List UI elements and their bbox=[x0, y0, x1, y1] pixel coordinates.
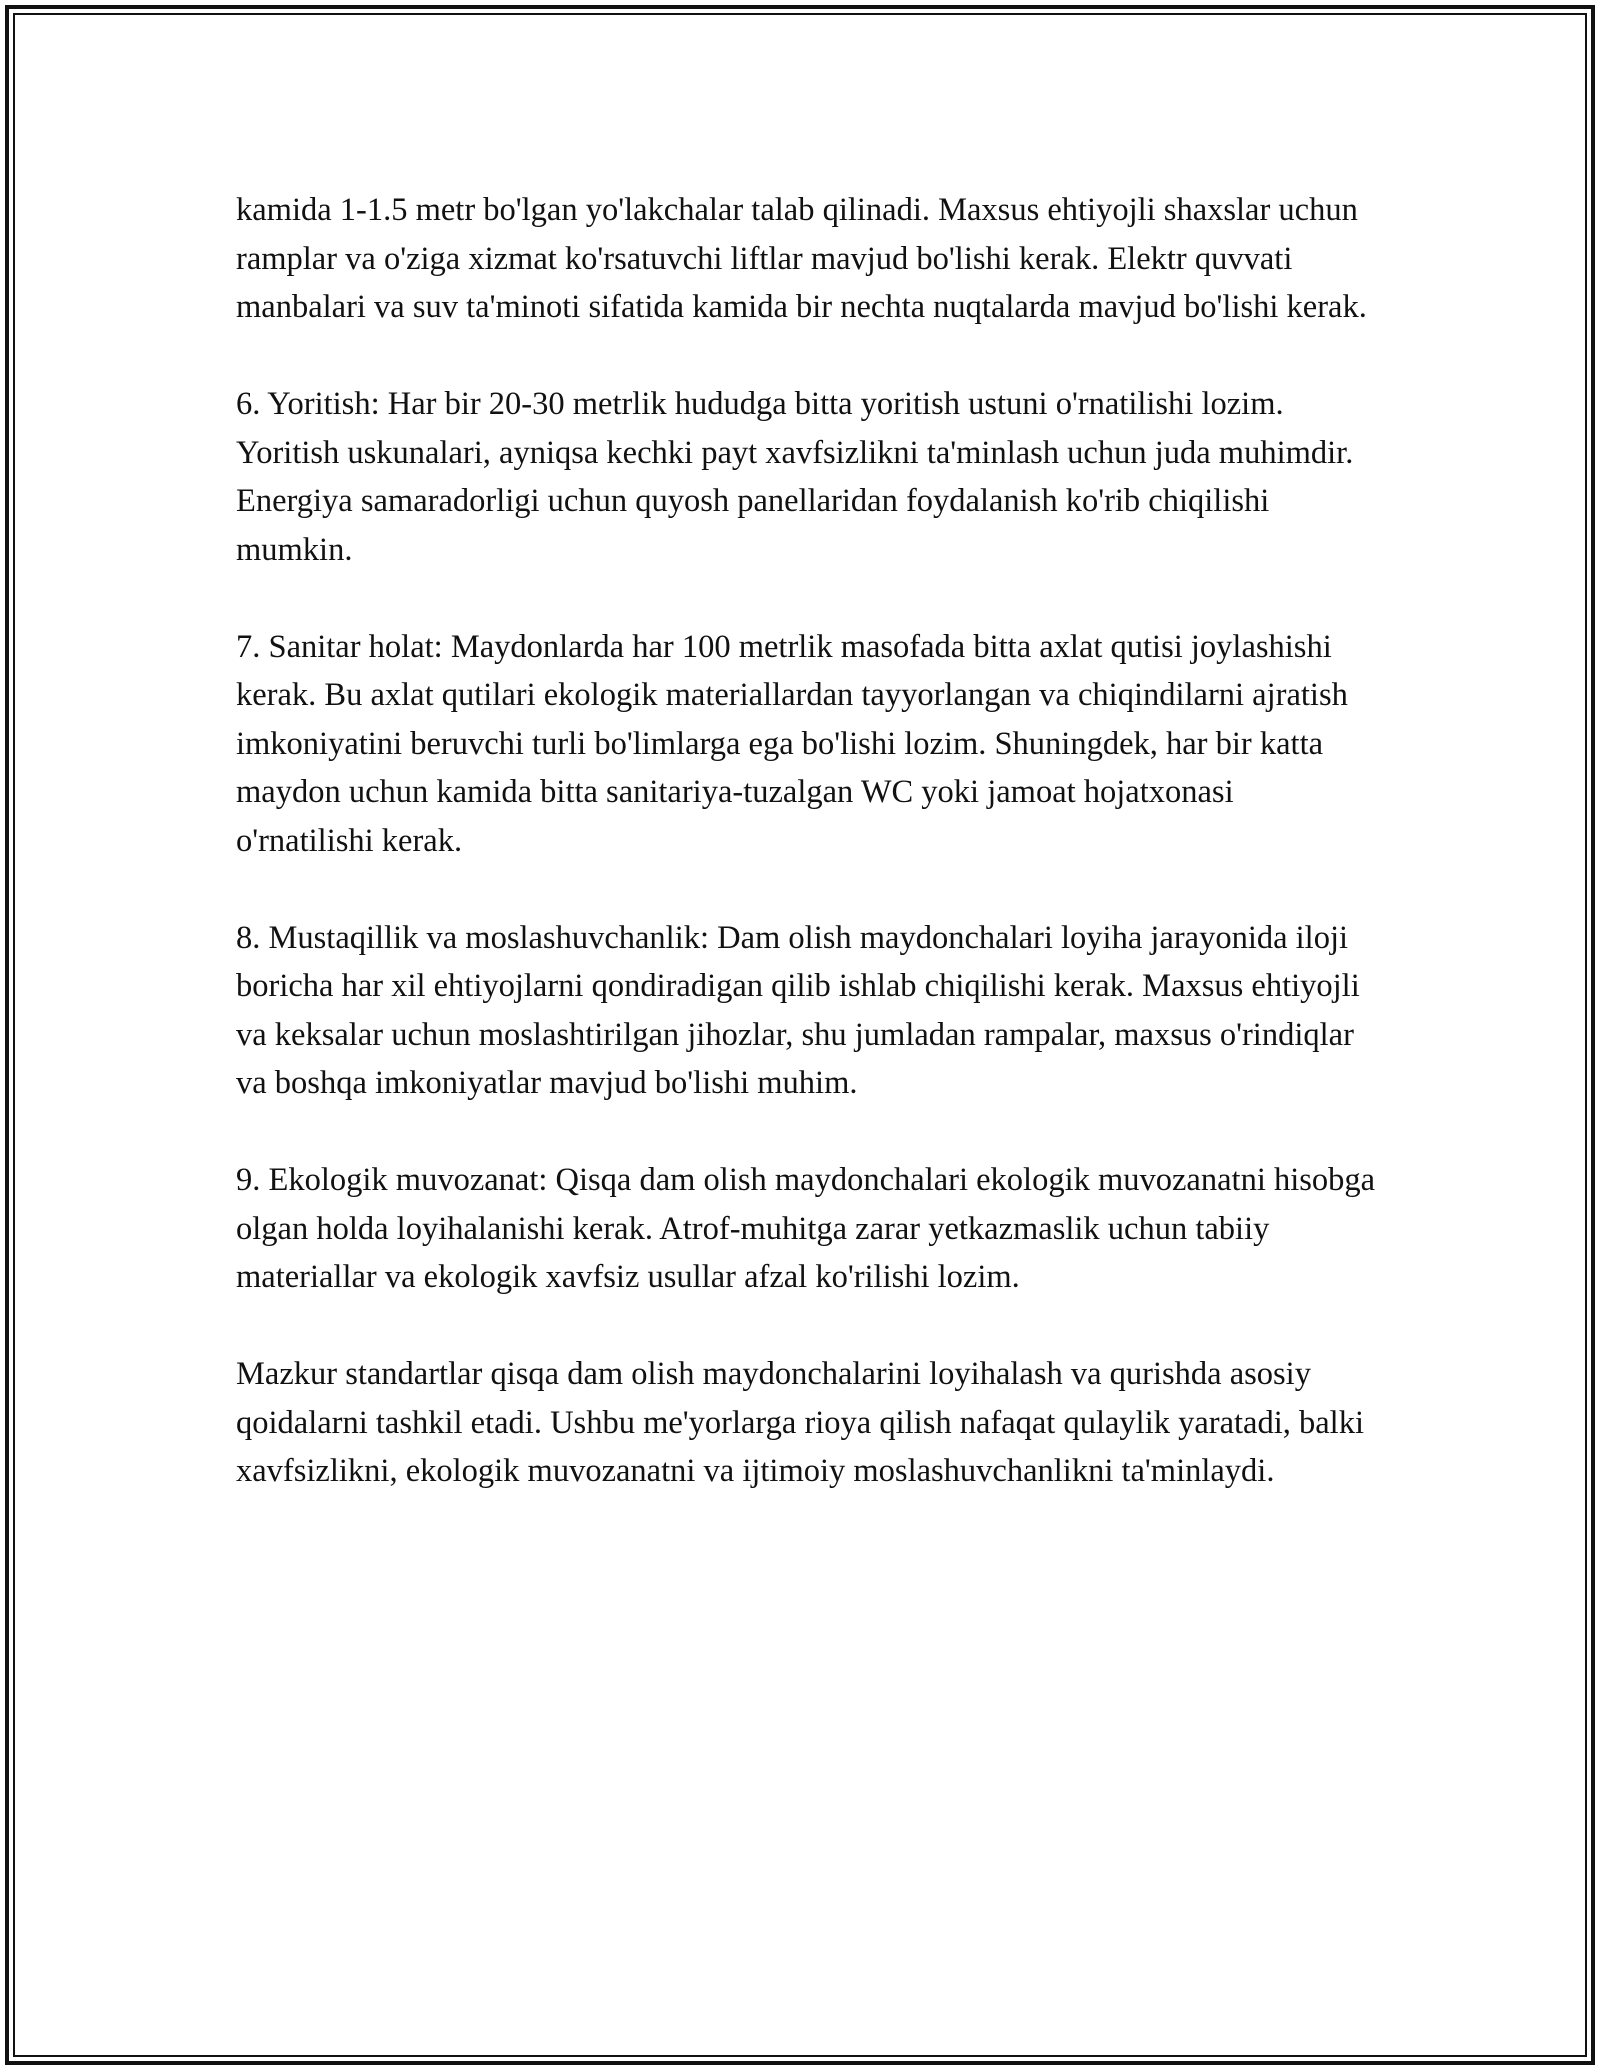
document-body bbox=[236, 186, 1376, 1496]
paragraph-accessibility: 8. Mustaqillik va moslashuvchanlik: Dam olish maydonchalari loyiha jarayonida iloji boricha har xil ehtiyojlarni qondiradigan qilib ishlab chiqilishi kerak. Maxsus ehtiyojli va keksalar uchun moslashtirilgan jihozlar, shu jumladan rampalar, maxsus o'rindiqlar va boshqa imkoniyatlar mavjud bo'lishi muhim. bbox=[236, 919, 1360, 1101]
paragraph-sanitation: 7. Sanitar holat: Maydonlarda har 100 metrlik masofada bitta axlat qutisi joylashishi kerak. Bu axlat qutilari ekologik materiallardan tayyorlangan va chiqindilarni ajratish imkoniyatini beruvchi turli bo'limlarga ega bo'lishi lozim. Shuningdek, har bir katta maydon uchun kamida bitta sanitariya-tuzalgan WC yoki jamoat hojatxonasi o'rnatilishi kerak. bbox=[236, 628, 1348, 859]
paragraph-conclusion: Mazkur standartlar qisqa dam olish maydonchalarini loyihalash va qurishda asosiy qoidalarni tashkil etadi. Ushbu me'yorlarga rioya qilish nafaqat qulaylik yaratadi, balki xavfsizlikni, ekologik muvozanatni va ijtimoiy moslashuvchanlikni ta'minlaydi. bbox=[236, 1356, 1364, 1489]
paragraph-continuation: kamida 1-1.5 metr bo'lgan yo'lakchalar talab qilinadi. Maxsus ehtiyojli shaxslar uchun ramplar va o'ziga xizmat ko'rsatuvchi liftlar mavjud bo'lishi kerak. Elektr quvvati manbalari va suv ta'minoti sifatida kamida bir nechta nuqtalarda mavjud bo'lishi kerak. bbox=[236, 192, 1367, 325]
paragraph-ecology: 9. Ekologik muvozanat: Qisqa dam olish maydonchalari ekologik muvozanatni hisobga olgan holda loyihalanishi kerak. Atrof-muhitga zarar yetkazmaslik uchun tabiiy materiallar va ekologik xavfsiz usullar afzal ko'rilishi lozim. bbox=[236, 1162, 1376, 1295]
paragraph-lighting: 6. Yoritish: Har bir 20-30 metrlik hududga bitta yoritish ustuni o'rnatilishi lozim. Yoritish uskunalari, ayniqsa kechki payt xavfsizlikni ta'minlash uchun juda muhimdir. Energiya samaradorligi uchun quyosh panellaridan foydalanish ko'rib chiqilishi mumkin. bbox=[236, 386, 1354, 568]
